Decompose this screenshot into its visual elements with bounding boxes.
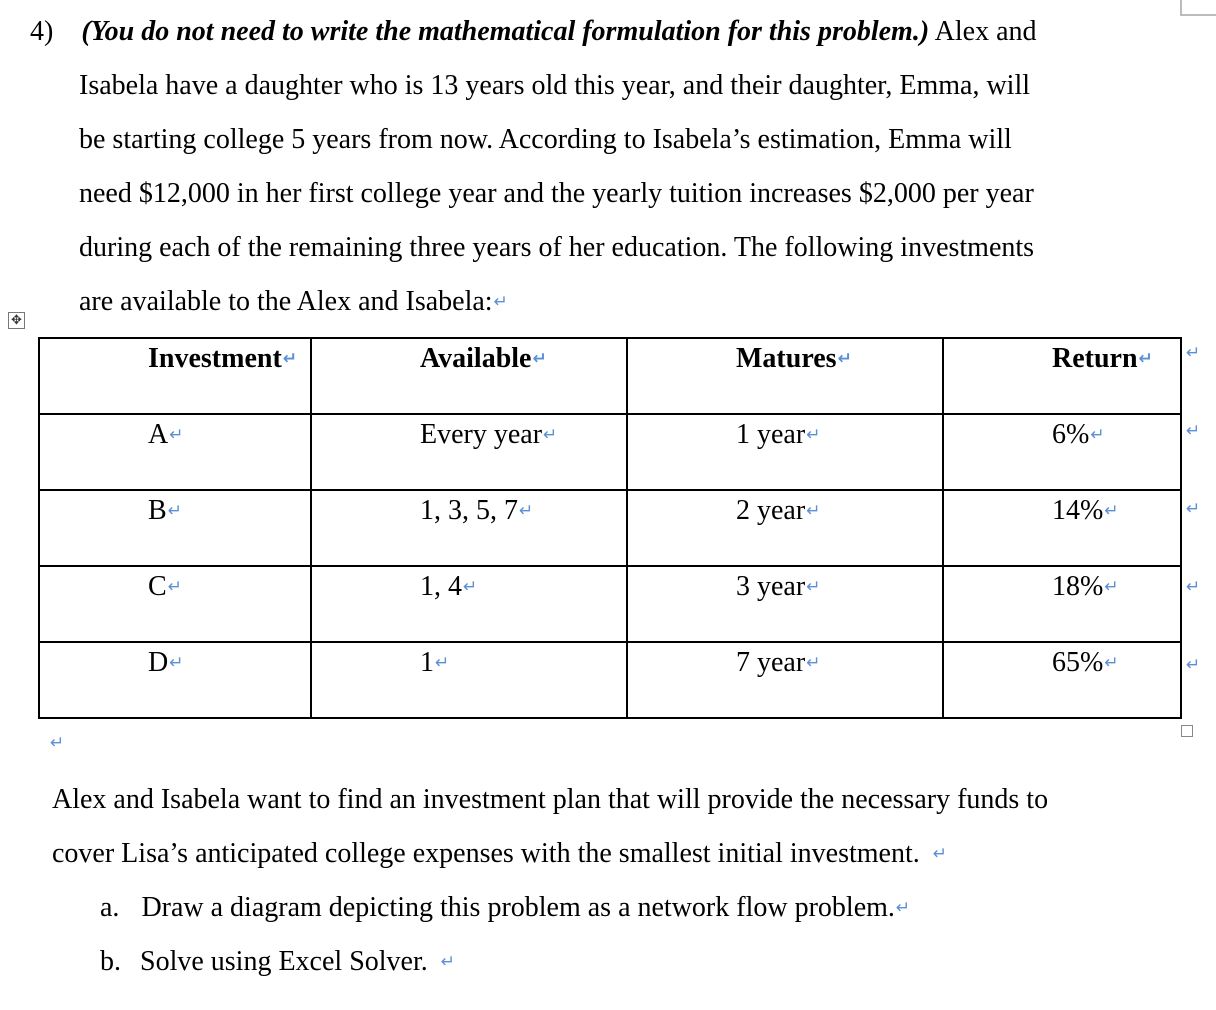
part-b [100,935,455,992]
header-cell [39,338,311,414]
paragraph-mark-icon: ↵ [493,292,508,312]
row-end-mark-icon: ↵ [1186,655,1201,675]
row-end-mark-icon: ↵ [1186,343,1201,363]
paragraph-mark-icon: ↵ [282,349,298,369]
header-investment: Investment [148,343,282,374]
paragraph-mark-icon: ↵ [806,425,821,445]
paragraph-mark-icon: ↵ [1138,349,1153,369]
table-cell [39,566,311,642]
cell-investment: B [148,495,167,526]
cell-matures: 7 year [736,647,806,678]
header-cell [311,338,627,414]
empty-paragraph-mark-icon: ↵ [50,733,65,753]
paragraph-mark-icon: ↵ [167,577,182,597]
table-header-row [39,338,1181,414]
table-cell [311,642,627,718]
page-corner-marker [1180,0,1216,16]
table-row [39,414,1181,490]
question-note: (You do not need to write the mathematical formulation for this problem.) [81,16,930,47]
question-number: 4) [30,16,54,47]
cell-available: Every year [420,419,543,450]
question-line-4: need $12,000 in her first college year and the yearly tuition increases $2,000 per year [79,178,1034,209]
table-cell [943,414,1181,490]
table-move-handle-icon[interactable]: ✥ [8,312,25,329]
goal-line-2 [52,827,947,884]
header-return: Return [1052,343,1138,374]
table-cell [311,414,627,490]
table-cell [39,414,311,490]
question-text-5: are available to the Alex and Isabela: [79,286,493,317]
paragraph-mark-icon: ↵ [543,425,558,445]
row-end-mark-icon: ↵ [1186,577,1201,597]
question-text-0: Alex and [934,16,1037,47]
paragraph-mark-icon: ↵ [440,952,456,972]
cell-investment: A [148,419,169,450]
table-cell [943,642,1181,718]
goal-line-1: Alex and Isabela want to find an investment plan that will provide the necessary funds to [52,784,1049,815]
cell-investment: D [148,647,169,678]
paragraph-mark-icon: ↵ [463,577,478,597]
cell-available: 1, 3, 5, 7 [420,495,518,526]
paragraph-mark-icon: ↵ [1104,501,1119,521]
part-b-marker: b. [100,946,121,977]
table-cell [627,566,943,642]
paragraph-mark-icon: ↵ [837,349,852,369]
paragraph-mark-icon: ↵ [932,844,948,864]
question-line-2: Isabela have a daughter who is 13 years old this year, and their daughter, Emma, will [79,70,1031,101]
table-row [39,566,1181,642]
row-end-mark-icon: ↵ [1186,499,1201,519]
cell-matures: 2 year [736,495,806,526]
table-cell [311,566,627,642]
cell-return: 65% [1052,647,1104,678]
cell-available: 1, 4 [420,571,462,602]
header-cell [627,338,943,414]
cell-matures: 1 year [736,419,806,450]
table-cell [627,490,943,566]
question-line-6 [79,275,508,332]
table-cell [39,490,311,566]
cell-investment: C [148,571,167,602]
part-a-text: Draw a diagram depicting this problem as a network flow problem. [141,892,895,923]
table-cell [39,642,311,718]
cell-return: 14% [1052,495,1104,526]
question-line-3: be starting college 5 years from now. According to Isabela’s estimation, Emma will [79,124,1012,155]
question-line-5: during each of the remaining three years of her education. The following investments [79,232,1035,263]
row-end-mark-icon: ↵ [1186,421,1201,441]
table-cell [627,642,943,718]
paragraph-mark-icon: ↵ [1090,425,1105,445]
cell-matures: 3 year [736,571,806,602]
goal-text-2: cover Lisa’s anticipated college expenses with the smallest initial investment. [52,838,920,869]
paragraph-mark-icon: ↵ [435,653,450,673]
paragraph-mark-icon: ↵ [532,349,547,369]
paragraph-mark-icon: ↵ [806,653,821,673]
paragraph-mark-icon: ↵ [806,501,821,521]
header-matures: Matures [736,343,837,374]
part-a [100,881,910,938]
paragraph-mark-icon: ↵ [806,577,821,597]
table-cell [943,566,1181,642]
paragraph-mark-icon: ↵ [1104,577,1119,597]
table-cell [943,490,1181,566]
paragraph-mark-icon: ↵ [167,501,182,521]
question-line-1 [30,5,1037,59]
paragraph-mark-icon: ↵ [1104,653,1119,673]
investment-table [38,337,1182,719]
table-resize-handle-icon[interactable] [1181,725,1193,737]
paragraph-mark-icon: ↵ [169,425,184,445]
cell-return: 6% [1052,419,1090,450]
table-row [39,490,1181,566]
table-cell [311,490,627,566]
paragraph-mark-icon: ↵ [519,501,534,521]
table-cell [627,414,943,490]
header-cell [943,338,1181,414]
header-available: Available [420,343,532,374]
cell-return: 18% [1052,571,1104,602]
paragraph-mark-icon: ↵ [169,653,184,673]
cell-available: 1 [420,647,434,678]
table-row [39,642,1181,718]
part-a-marker: a. [100,892,120,923]
part-b-text: Solve using Excel Solver. [140,946,428,977]
paragraph-mark-icon: ↵ [895,898,911,918]
